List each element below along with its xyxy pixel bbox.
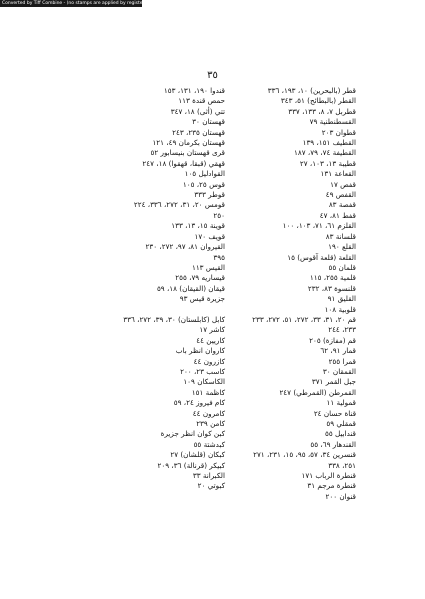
index-entry: قمولية ١١ (326, 398, 356, 408)
index-entry: قنطرة مرجم ٣١ (307, 481, 356, 491)
index-entry: قلمية ٢٥٥، ١١٥ (309, 273, 356, 283)
index-entry: كبكان (قلشان) ٢٧ (170, 450, 225, 460)
index-column-right (238, 86, 356, 502)
index-entry: القلزم ٦١، ٧١، ١٠٣، ١٠٠ (282, 221, 356, 231)
index-entry: كام فيروز ٢٤، ٥٩ (173, 398, 225, 408)
index-entry: القليق ٩١ (327, 294, 356, 304)
index-entry: قناة حسان ٢٤ (313, 408, 356, 418)
converter-banner: Converted by Tiff Combine - (no stamps are applied by registered version) (2, 1, 170, 6)
index-entry: قندابيل ٥٥ (324, 429, 356, 439)
index-entry: قنسرين ٣٤، ٥٧، ٩٥، ١٥، ٢٣١، ٢٧١ (253, 450, 356, 460)
index-entry: قمقلي ٥٩ (326, 419, 356, 428)
index-entry: كبدشتة ٥٥ (193, 439, 225, 449)
index-entry: قندوا ١٩٠، ١٣١، ١٥٣ (163, 86, 225, 95)
index-entry (70, 305, 225, 315)
index-entry: القيس ١١٣ (191, 262, 225, 272)
index-entry: الكبرانة ٣٣ (192, 471, 225, 481)
index-entry: القمرطن (القمرطي) ٢٤٧ (279, 387, 356, 397)
index-entry: كبن كوان انظر جزيرة (160, 429, 225, 439)
index-entry: قم (مفازة) ٢٠٥ (309, 335, 356, 345)
index-entry: كاشر ١٧ (199, 325, 225, 335)
page-number: ٣٥ (207, 70, 218, 81)
index-entry: جزيرة قيس ٩٣ (179, 294, 225, 304)
index-entry: قهستان بكرمان ٤٩، ١٢١ (152, 138, 225, 148)
index-entry: القفص ٤٩ (325, 190, 356, 200)
index-entry: ٢٥١، ٣٣٨ (328, 460, 356, 470)
index-entry: ٣٩٥ (213, 252, 225, 262)
index-entry: قم ٢٠، ٣١، ٣٣، ٢٧٢، ٥١، ٢٧٢، ٢٣٣ (252, 314, 356, 324)
index-entry: القمقان ٣٠ (322, 366, 356, 376)
index-entry: جبل القمر ٣٧١ (311, 377, 356, 387)
index-entry: قلمان ٥٥ (328, 262, 356, 272)
index-entry: كابل (كابلستان) ٣٠، ٣٩، ٢٧٢، ٣٣٦ (123, 314, 225, 324)
index-entry: القيروان ٨١، ٩٧، ٢٧٢، ٢٣٠ (145, 242, 225, 252)
index-entry: الكاسكان ١٠٩ (183, 377, 225, 387)
index-entry: قومس ٢٠، ٣١، ٢٧٢، ٣٣٦، ٢٢٤ (133, 200, 225, 210)
index-entry: قنوان ٢٠٠ (325, 491, 356, 501)
index-entry: قنطرة الرباب ١٧١ (301, 471, 356, 481)
index-entry: قلنسوة ٨٣، ٢٣٢ (307, 283, 356, 293)
index-entry: كاروان انظر باب (175, 346, 225, 356)
index-entry: كبوتي ٢٠ (197, 481, 225, 491)
index-entry: قيساريه ٧٩، ٢٥٥ (175, 273, 225, 283)
index-entry: قيقان (القيقان) ١٨، ٥٩ (156, 283, 225, 293)
index-entry: القندهار ٦٩، ٥٥ (310, 439, 356, 449)
index-entry: قفص ١٧ (330, 179, 356, 189)
index-entry: قويف ١٧٠ (194, 231, 225, 241)
index-entry: قفصة ٨٣ (328, 200, 356, 210)
index-entry: قفط ٨١، ٤٧ (319, 210, 356, 220)
index-entry: قمار ٩١، ٦٢ (320, 346, 356, 356)
index-entry: قوطر ٣٣٣ (194, 190, 225, 200)
index-entry: قوس ٢٥، ١٠٥ (182, 179, 225, 189)
index-entry: القلعة (قلعة آقوس) ١٥ (287, 252, 356, 262)
index-entry: قرى قهستان بنيسابور ٥٢ (150, 148, 225, 158)
index-entry: ٢٥٠ (213, 210, 225, 220)
index-entry: كاسب ٢٣، ٢٠٠ (180, 366, 225, 376)
index-entry: قطوان ٢٠٣ (321, 127, 356, 137)
index-entry: ٢٣٣، ٢٤٤ (328, 325, 356, 335)
index-column-left (70, 86, 225, 492)
index-entry: القوادليل ١٠٥ (184, 169, 225, 179)
index-entry: حمص قندة ١١٣ (178, 96, 225, 106)
index-entry: قلوبية ١٠٨ (324, 304, 356, 314)
index-entry: القلع ١٩٠ (328, 242, 356, 252)
index-entry: قمرا ٢٥٥ (328, 356, 356, 366)
index-entry: كاظمة ١٥١ (191, 387, 225, 397)
index-entry: كاريين ٤٤ (196, 335, 225, 345)
index-entry: قهستان ٢٣٥، ٢٤٣ (172, 127, 225, 137)
index-entry: قطيبة ١٣، ١٠٣، ٢٧ (299, 158, 356, 168)
index-entry: كامن ٢٣٩ (196, 419, 225, 428)
index-entry: كامرون ٤٤ (192, 408, 225, 418)
index-entry: كبيكر (قرنالة) ٣٦، ٢٠٩ (157, 460, 225, 470)
index-entry: القعاعة ١٣١ (320, 169, 356, 179)
index-entry: القطيفة ٧٤، ٧٩، ١٨٧ (294, 148, 356, 158)
index-entry: قطر (بالبحرين) ١٠، ١٩٣، ٣٣٦ (267, 86, 356, 95)
index-entry: قلسانة ٨٣ (325, 231, 356, 241)
index-entry: القسطنطنية ٧٩ (309, 117, 356, 127)
index-entry: قهستان ٣٠ (192, 117, 225, 127)
index-entry: قوينة ١٥، ١٣، ١٣٣ (171, 221, 225, 231)
index-entry: تتي (أثى) ١٨، ٣٤٧ (170, 106, 225, 116)
index-entry: قطربل ٧، ٨، ١٣٣، ٣٣٧ (288, 106, 356, 116)
index-entry: القطيف ١٥١، ١٣٩ (302, 138, 356, 148)
index-entry: قهقي (قبقا، قهقوا) ١٨، ٢٤٧ (142, 158, 225, 168)
index-entry: كازرون ٤٤ (193, 356, 225, 366)
index-entry: القطر (بالبطائح) ٥١، ٣٤٣ (280, 96, 356, 106)
